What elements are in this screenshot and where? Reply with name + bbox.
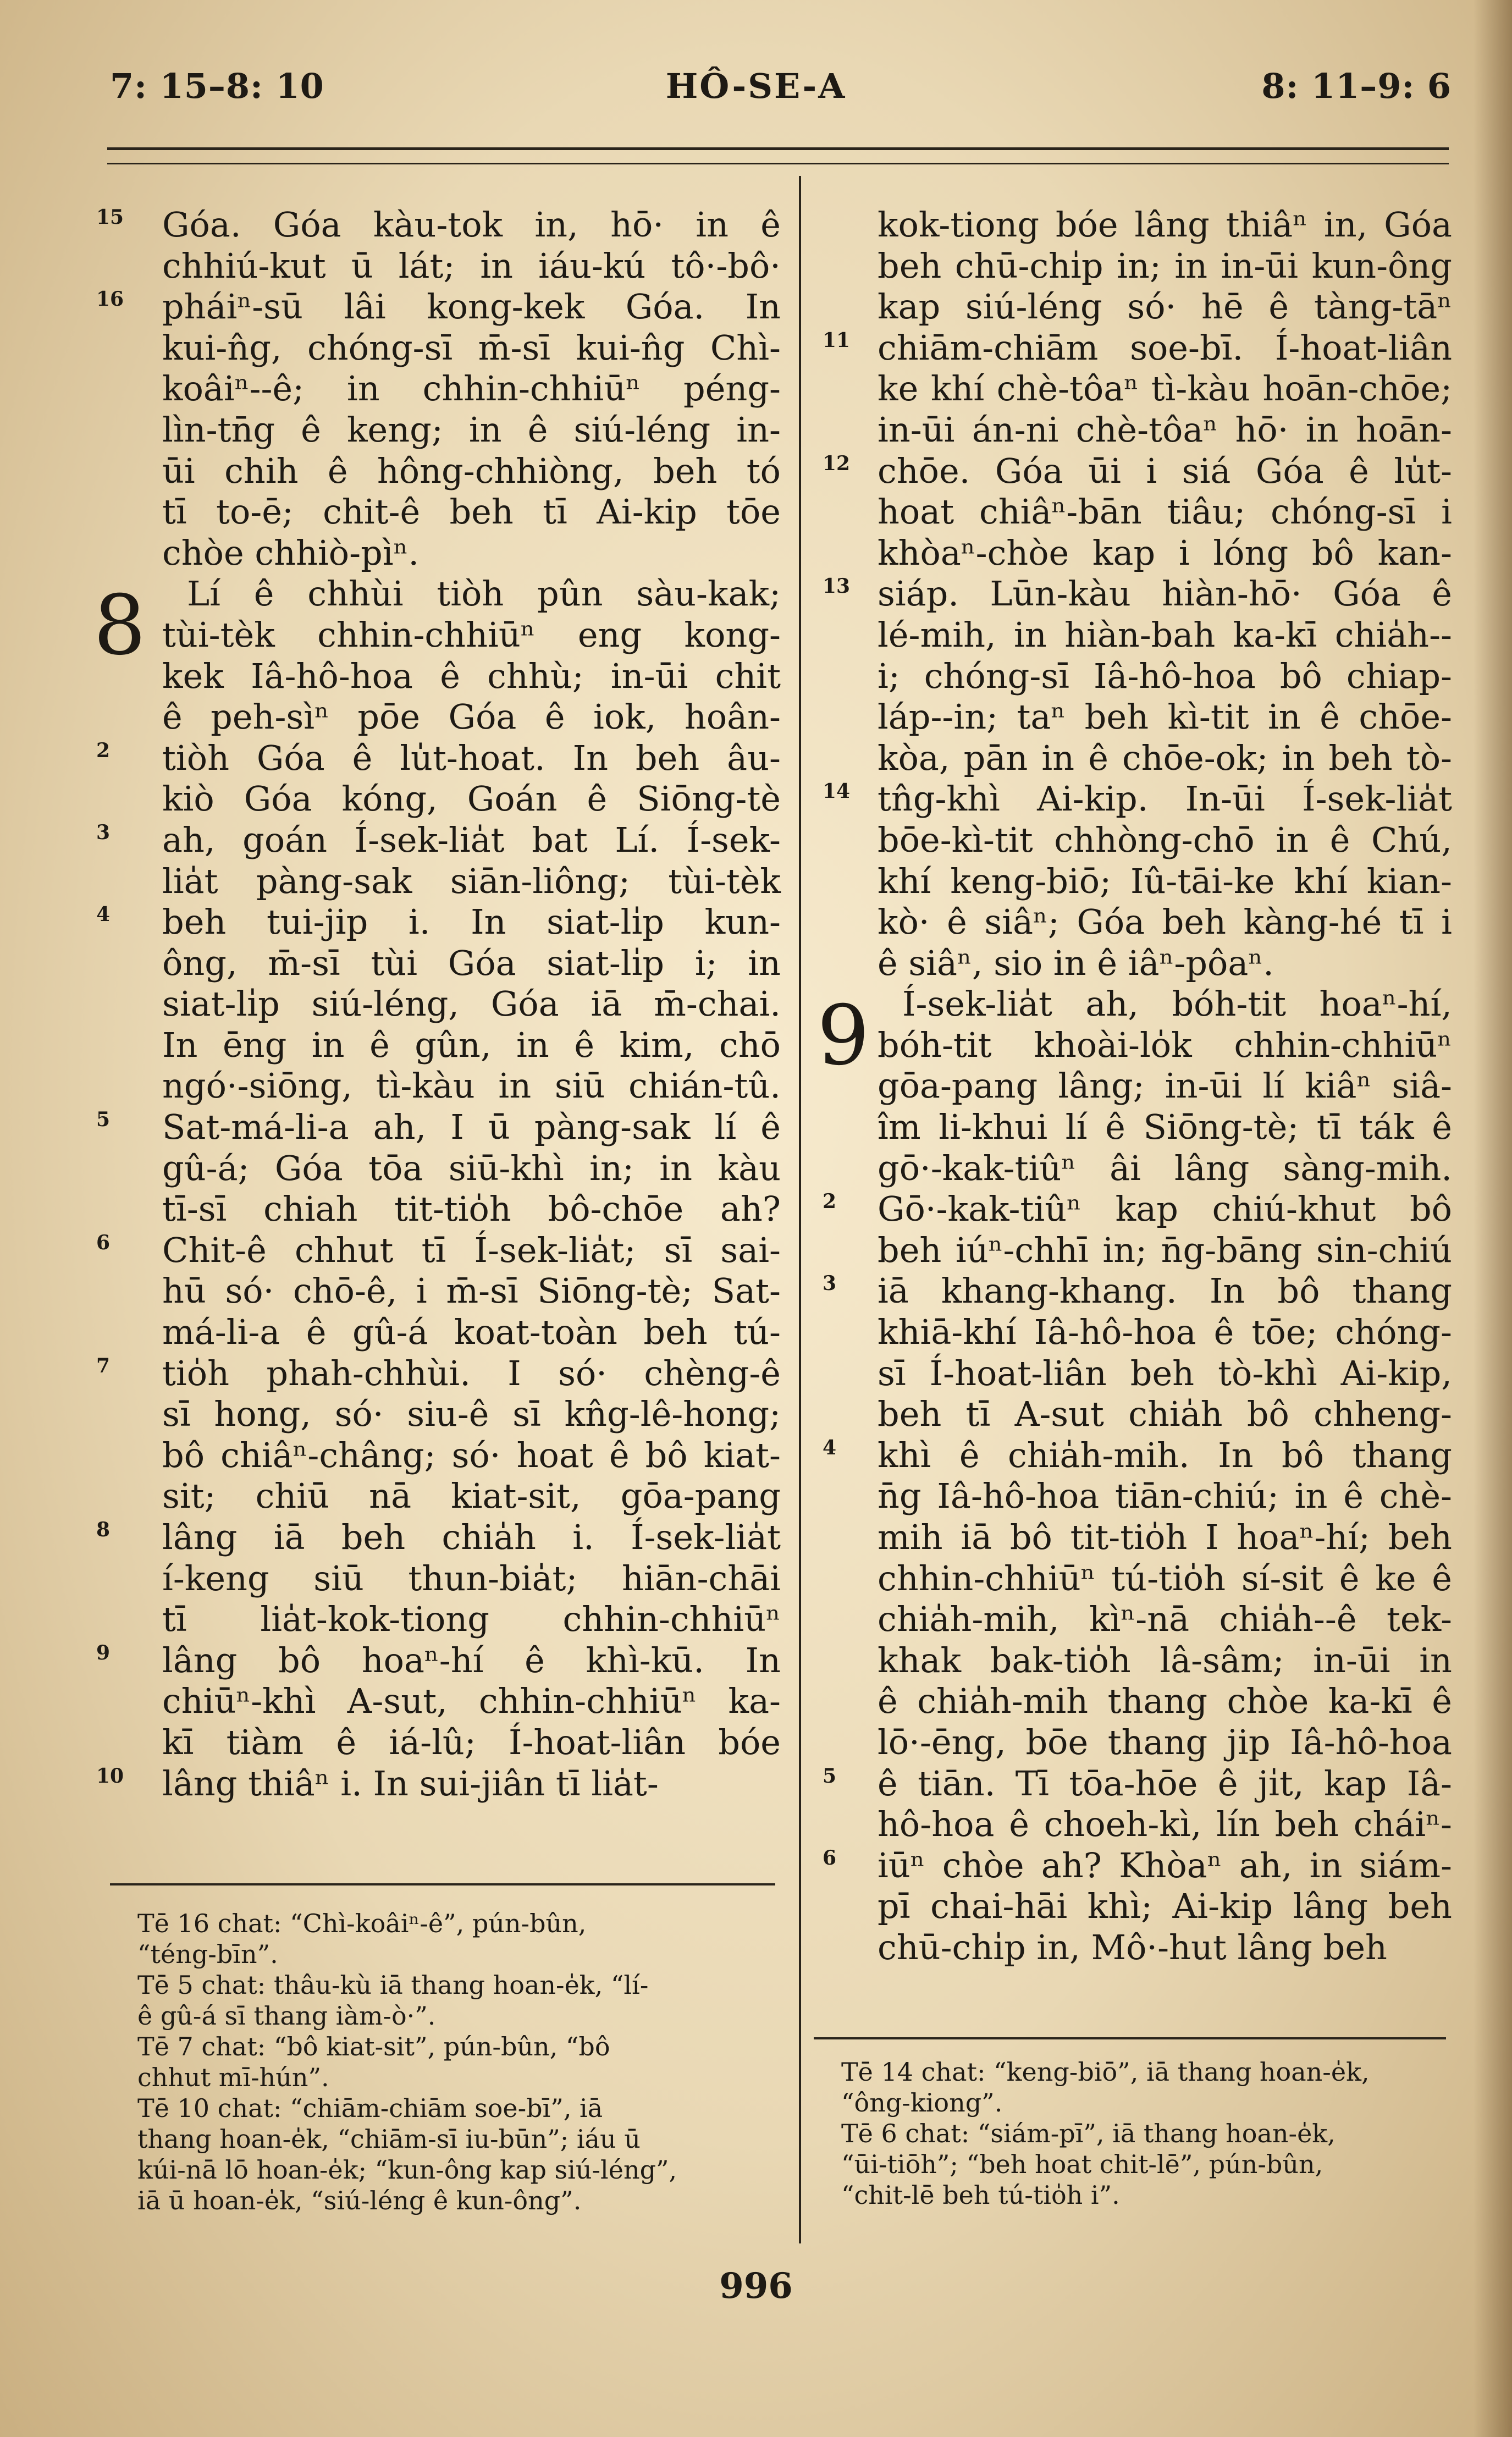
verse-number: 6 — [96, 1231, 111, 1254]
line-text: lâng iā beh chia̍h i. Í-sek-lia̍t — [162, 1517, 781, 1557]
line-text: kap siú-léng só· hē ê tàng-tāⁿ — [878, 286, 1452, 327]
line-text: ông, m̄-sī tùi Góa siat-li̍p i; in — [162, 942, 781, 983]
line-text: láp--in; taⁿ beh kì-tit in ê chōe- — [878, 697, 1452, 737]
line-text: lé-mih, in hiàn-bah ka-kī chia̍h-- — [878, 614, 1452, 655]
verse-number: 7 — [96, 1354, 111, 1377]
verse-number: 9 — [96, 1641, 111, 1664]
footnote-line: Tē 10 chat: “chiām-chiām soe-bī”, iā — [137, 2093, 603, 2123]
line-text: tn̂g-khì Ai-kip. In-ūi Í-sek-lia̍t — [878, 779, 1452, 819]
text-line — [162, 492, 781, 533]
text-line — [878, 205, 1452, 246]
line-text: tio̍h phah-chhùi. I só· chèng-ê — [162, 1353, 781, 1393]
line-text: tiòh Góa ê lu̍t-hoat. In beh âu- — [162, 737, 781, 778]
text-line — [878, 1722, 1452, 1763]
line-text: in-ūi án-ni chè-tôaⁿ hō· in hoān- — [878, 409, 1452, 450]
line-text: kok-tiong bóe lâng thiâⁿ in, Góa — [878, 205, 1452, 245]
right-column — [817, 205, 1452, 1969]
line-text: chhin-chhiūⁿ tú-tio̍h sí-sit ê ke ê — [878, 1558, 1452, 1598]
text-line — [162, 533, 781, 574]
line-text: ūi chih ê hông-chhiòng, beh tó — [162, 450, 781, 491]
column-divider — [799, 176, 801, 2243]
line-text: chū-chi̍p in, Mô·-hut lâng beh — [878, 1927, 1387, 1967]
text-line — [878, 1066, 1452, 1107]
text-line — [878, 1927, 1452, 1969]
footnote-line: Tē 6 chat: “siám-pī”, iā thang hoan-e̍k, — [841, 2119, 1336, 2148]
text-line — [823, 1271, 1452, 1312]
line-text: chiām-chiām soe-bī. Í-hoat-liân — [878, 327, 1452, 368]
text-line — [162, 1558, 781, 1600]
line-text: má-li-a ê gû-á koat-toàn beh tú- — [162, 1312, 781, 1353]
text-line — [878, 861, 1452, 902]
footnote-line: Tē 16 chat: “Chì-koâiⁿ-ê”, pún-bûn, — [137, 1909, 587, 1938]
text-line — [878, 902, 1452, 943]
text-line — [878, 1107, 1452, 1148]
line-text: kī tiàm ê iá-lû; Í-hoat-liân bóe — [162, 1722, 781, 1762]
text-line — [878, 1394, 1452, 1435]
line-text: í-keng siū thun-bia̍t; hiān-chāi — [162, 1558, 781, 1598]
text-line — [823, 1845, 1452, 1887]
running-title: HÔ-SE-A — [665, 66, 847, 106]
line-text: khak bak-tio̍h lâ-sâm; in-ūi in — [878, 1640, 1452, 1680]
text-line — [823, 450, 1452, 492]
line-text: chōe. Góa ūi i siá Góa ê lu̍t- — [878, 450, 1452, 491]
line-text: Í-sek-lia̍t ah, bóh-tit hoaⁿ-hí, — [902, 984, 1452, 1024]
text-line — [162, 1476, 781, 1517]
verse-number: 8 — [96, 1518, 111, 1541]
footnote-line: ê gû-á sī thang iàm-ò·”. — [137, 2001, 436, 2031]
line-text: chia̍h-mih, kìⁿ-nā chia̍h--ê tek- — [878, 1599, 1452, 1640]
text-line — [162, 656, 781, 697]
verse-number: 3 — [96, 820, 111, 844]
line-text: ngó·-siōng, tì-kàu in siū chián-tû. — [162, 1066, 781, 1106]
footnote-line: chhut mī-hún”. — [137, 2063, 329, 2092]
text-line — [878, 1476, 1452, 1517]
text-line — [162, 410, 781, 451]
line-text: chòe chhiò-pìⁿ. — [162, 532, 420, 573]
text-line — [878, 492, 1452, 533]
text-line — [162, 328, 781, 369]
text-line — [162, 1025, 781, 1066]
verse-number: 15 — [96, 206, 124, 229]
line-text: koâiⁿ--ê; in chhin-chhiūⁿ péng- — [162, 368, 781, 409]
chapter-number: 8 — [93, 578, 146, 674]
text-line — [162, 779, 781, 820]
footnote-line: kúi-nā lō hoan-e̍k; “kun-ông kap siú-léng”, — [137, 2155, 677, 2185]
text-line — [878, 1230, 1452, 1271]
line-text: kiò Góa kóng, Goán ê Siōng-tè — [162, 779, 781, 819]
footnote-line: Tē 14 chat: “keng-biō”, iā thang hoan-e̍k, — [841, 2057, 1370, 2087]
line-text: sī hong, só· siu-ê sī kn̂g-lê-hong; — [162, 1394, 781, 1435]
line-text: beh tui-jip i. In siat-li̍p kun- — [162, 902, 781, 942]
text-line — [162, 1394, 781, 1435]
text-line — [878, 656, 1452, 697]
text-line — [162, 451, 781, 492]
verse-number: 10 — [96, 1764, 124, 1788]
line-text: lō·-ēng, bōe thang jip Iâ-hô-hoa — [878, 1722, 1452, 1762]
footnote-rule-left — [110, 1883, 775, 1885]
line-text: iūⁿ chòe ah? Khòaⁿ ah, in siám- — [878, 1845, 1452, 1885]
verse-number: 3 — [823, 1272, 837, 1295]
line-text: lia̍t pàng-sak siān-liông; tùi-tèk — [162, 861, 781, 901]
text-line — [96, 1353, 781, 1394]
text-line — [823, 1435, 1452, 1476]
footnote-line: “chit-lē beh tú-tio̍h i”. — [841, 2180, 1120, 2210]
text-line — [162, 1148, 781, 1189]
line-text: khòaⁿ-chòe kap i lóng bô kan- — [878, 532, 1452, 573]
line-text: sit; chiū nā kiat-sit, gōa-pang — [162, 1476, 781, 1517]
text-line — [823, 574, 1452, 615]
verse-range-left: 7: 15–8: 10 — [110, 66, 324, 106]
line-text: ê chia̍h-mih thang chòe ka-kī ê — [878, 1681, 1452, 1722]
verse-number: 16 — [96, 288, 124, 311]
text-line — [878, 1025, 1452, 1066]
line-text: lâng bô hoaⁿ-hí ê khì-kū. In — [162, 1640, 781, 1680]
line-text: bóh-tit khoài-lo̍k chhin-chhiūⁿ — [878, 1024, 1452, 1065]
line-text: pī chai-hāi khì; Ai-kip lâng beh — [878, 1886, 1452, 1927]
line-text: ê peh-sìⁿ pōe Góa ê iok, hoân- — [162, 697, 781, 737]
text-line — [162, 1435, 781, 1476]
line-text: sī Í-hoat-liân beh tò-khì Ai-kip, — [878, 1353, 1452, 1393]
text-line — [96, 1107, 781, 1148]
text-line — [878, 1517, 1452, 1558]
text-line — [162, 1312, 781, 1353]
line-text: tī lia̍t-kok-tiong chhin-chhiūⁿ — [162, 1599, 781, 1640]
text-line — [162, 1271, 781, 1312]
text-line — [878, 1681, 1452, 1722]
line-text: kò· ê siâⁿ; Góa beh kàng-hé tī i — [878, 902, 1452, 942]
text-line — [878, 368, 1452, 410]
line-text: khì ê chia̍h-mih. In bô thang — [878, 1435, 1452, 1475]
text-line — [162, 1066, 781, 1107]
text-line — [162, 368, 781, 410]
verse-number: 2 — [823, 1190, 837, 1214]
text-line — [878, 1148, 1452, 1189]
verse-number: 5 — [96, 1108, 111, 1132]
footnote-line: iā ū hoan-e̍k, “siú-léng ê kun-ông”. — [137, 2186, 582, 2215]
line-text: ke khí chè-tôaⁿ tì-kàu hoān-chōe; — [878, 368, 1452, 409]
line-text: mih iā bô tit-tio̍h I hoaⁿ-hí; beh — [878, 1517, 1452, 1557]
line-text: hô-hoa ê choeh-kì, lín beh cháiⁿ- — [878, 1804, 1452, 1845]
text-line — [96, 205, 781, 246]
text-line — [162, 943, 781, 984]
text-line — [823, 779, 1452, 820]
verse-number: 4 — [823, 1436, 837, 1459]
text-line — [878, 533, 1452, 574]
line-text: khiā-khí Iâ-hô-hoa ê tōe; chóng- — [878, 1312, 1452, 1353]
verse-number: 11 — [823, 328, 851, 352]
text-line — [96, 902, 781, 943]
text-line — [162, 1681, 781, 1722]
line-text: Góa. Góa kàu-tok in, hō· in ê — [162, 205, 781, 245]
line-text: tī to-ē; chit-ê beh tī Ai-kip tōe — [162, 492, 781, 532]
line-text: pháiⁿ-sū lâi kong-kek Góa. In — [162, 286, 781, 327]
line-text: lìn-tn̄g ê keng; in ê siú-léng in- — [162, 409, 781, 450]
verse-range-right: 8: 11–9: 6 — [1261, 66, 1452, 106]
text-line — [878, 1312, 1452, 1353]
footnote-line: Tē 5 chat: thâu-kù iā thang hoan-e̍k, “lí- — [137, 1970, 649, 2000]
text-line — [96, 1229, 781, 1271]
text-line — [162, 861, 781, 902]
text-line — [96, 1763, 781, 1805]
text-line — [162, 1599, 781, 1640]
line-text: hū só· chō-ê, i m̄-sī Siōng-tè; Sat- — [162, 1271, 781, 1311]
line-text: Sat-má-li-a ah, I ū pàng-sak lí ê — [162, 1107, 781, 1148]
line-text: gû-á; Góa tōa siū-khì in; in kàu — [162, 1148, 781, 1188]
footnote-line: thang hoan-e̍k, “chiām-sī iu-būn”; iáu ū — [137, 2124, 641, 2154]
text-line — [878, 1353, 1452, 1394]
chapter-number: 9 — [817, 988, 870, 1084]
footnotes-left — [137, 1908, 775, 2216]
text-line — [878, 1599, 1452, 1640]
text-line — [878, 1640, 1452, 1681]
left-column — [93, 205, 781, 1804]
text-line — [96, 1640, 781, 1681]
line-text: gōa-pang lâng; in-ūi lí kiâⁿ siâ- — [878, 1066, 1452, 1106]
footnote-rule-right — [814, 2037, 1446, 2039]
line-text: bô chiâⁿ-châng; só· hoat ê bô kiat- — [162, 1435, 781, 1475]
line-text: ah, goán Í-sek-lia̍t bat Lí. Í-sek- — [162, 819, 781, 860]
line-text: chiūⁿ-khì A-sut, chhin-chhiūⁿ ka- — [162, 1681, 781, 1722]
text-line — [162, 1722, 781, 1763]
text-line — [878, 1558, 1452, 1600]
line-text: gō·-kak-tiûⁿ âi lâng sàng-mih. — [878, 1148, 1452, 1188]
footnote-line: Tē 7 chat: “bô kiat-sit”, pún-bûn, “bô — [137, 2032, 610, 2061]
verse-number: 2 — [96, 738, 111, 762]
text-line — [878, 615, 1452, 656]
line-text: kòa, pān in ê chōe-ok; in beh tò- — [878, 737, 1452, 778]
line-text: In ēng in ê gûn, in ê kim, chō — [162, 1024, 781, 1065]
text-line — [162, 615, 781, 656]
verse-number: 13 — [823, 575, 851, 598]
line-text: iā khang-khang. In bô thang — [878, 1271, 1452, 1311]
text-line — [96, 819, 781, 861]
text-line — [823, 1189, 1452, 1230]
line-text: kek Iâ-hô-hoa ê chhù; in-ūi chit — [162, 655, 781, 696]
verse-number: 4 — [96, 903, 111, 927]
line-text: ê tiān. Tī tōa-hōe ê ji̍t, kap Iâ- — [878, 1763, 1452, 1804]
line-text: kui-n̂g, chóng-sī m̄-sī kui-n̂g Chì- — [162, 327, 781, 368]
line-text: chhiú-kut ū lát; in iáu-kú tô·-bô· — [162, 245, 781, 286]
line-text: lâng thiâⁿ i. In sui-jiân tī lia̍t- — [162, 1763, 659, 1804]
text-line — [878, 246, 1452, 287]
line-text: tùi-tèk chhin-chhiūⁿ eng kong- — [162, 614, 781, 655]
text-line — [878, 820, 1452, 861]
page-edge-shadow — [1474, 0, 1512, 2437]
line-text: beh tī A-sut chia̍h bô chheng- — [878, 1394, 1452, 1435]
text-line — [162, 984, 781, 1025]
line-text: n̄g Iâ-hô-hoa tiān-chiú; in ê chè- — [878, 1476, 1452, 1517]
page-number: 996 — [719, 2265, 793, 2307]
header-rule — [107, 147, 1449, 150]
header-rule-thin — [107, 163, 1449, 164]
line-text: îm li-khui lí ê Siōng-tè; tī ták ê — [878, 1107, 1452, 1148]
text-line — [162, 697, 781, 738]
verse-number: 12 — [823, 451, 851, 475]
text-line — [878, 738, 1452, 779]
text-line — [878, 1886, 1452, 1927]
line-text: khí keng-biō; Iû-tāi-ke khí kian- — [878, 861, 1452, 901]
text-line — [823, 1763, 1452, 1805]
verse-number: 14 — [823, 780, 851, 803]
footnote-line: “ūi-tiōh”; “beh hoat chit-lē”, pún-bûn, — [841, 2149, 1323, 2179]
line-text: Chit-ê chhut tī Í-sek-lia̍t; sī sai- — [162, 1229, 781, 1270]
verse-number: 5 — [823, 1764, 837, 1788]
text-line — [878, 1804, 1452, 1845]
footnote-line: “téng-bīn”. — [137, 1939, 278, 1969]
line-text: Lí ê chhùi tiòh pûn sàu-kak; — [187, 574, 781, 614]
line-text: beh iúⁿ-chhī in; n̄g-bāng sin-chiú — [878, 1229, 1452, 1270]
text-line — [162, 246, 781, 287]
text-line — [823, 327, 1452, 369]
text-line — [878, 410, 1452, 451]
text-line — [878, 697, 1452, 738]
line-text: ê siâⁿ, sio in ê iâⁿ-pôaⁿ. — [878, 942, 1274, 983]
line-text: hoat chiâⁿ-bān tiâu; chóng-sī i — [878, 492, 1452, 532]
line-text: tī-sī chiah tit-tio̍h bô-chōe ah? — [162, 1189, 781, 1229]
line-text: bōe-kì-tit chhòng-chō in ê Chú, — [878, 819, 1452, 860]
line-text: i; chóng-sī Iâ-hô-hoa bô chiap- — [878, 655, 1452, 696]
line-text: siat-li̍p siú-léng, Góa iā m̄-chai. — [162, 984, 781, 1024]
verse-number: 6 — [823, 1846, 837, 1870]
footnote-line: “ông-kiong”. — [841, 2088, 1003, 2118]
line-text: siáp. Lūn-kàu hiàn-hō· Góa ê — [878, 574, 1452, 614]
line-text: Gō·-kak-tiûⁿ kap chiú-khut bô — [878, 1189, 1452, 1229]
text-line — [96, 286, 781, 328]
text-line — [96, 737, 781, 779]
line-text: beh chū-chi̍p in; in in-ūi kun-ông — [878, 245, 1452, 286]
text-line — [878, 943, 1452, 984]
text-line — [162, 1189, 781, 1230]
text-line — [96, 1517, 781, 1558]
text-line — [878, 286, 1452, 328]
footnotes-right — [841, 2056, 1446, 2210]
